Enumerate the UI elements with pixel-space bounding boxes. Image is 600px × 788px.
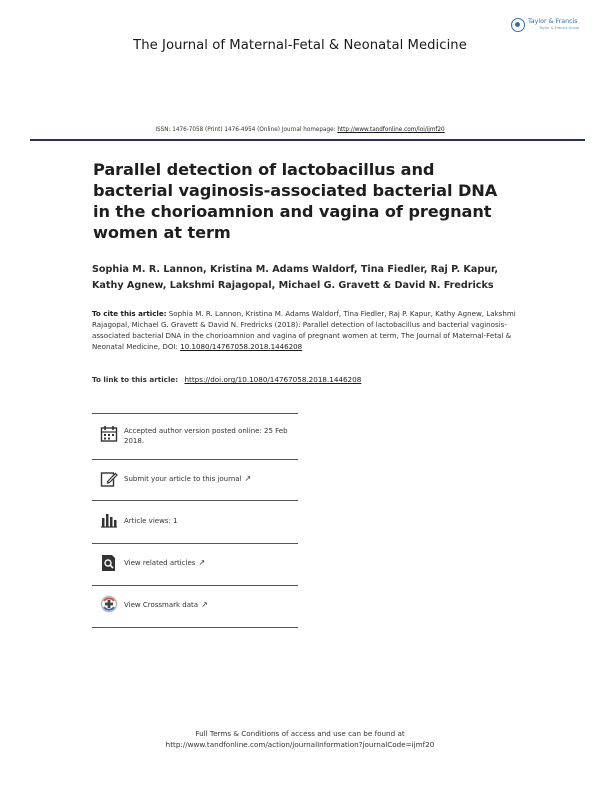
submit-article-label: Submit your article to this journal [124, 475, 242, 483]
accepted-date-text: Accepted author version posted online: 25 Feb 2018. [124, 427, 288, 445]
submit-article-link[interactable] [124, 474, 294, 484]
bar-chart-icon [100, 511, 118, 529]
external-link-icon: ↗ [201, 600, 208, 609]
related-articles-icon [100, 554, 118, 572]
info-item-related[interactable] [92, 544, 298, 586]
info-item-accepted [92, 413, 298, 460]
related-articles-link[interactable] [124, 558, 294, 568]
citation-doi-link[interactable]: 10.1080/14767058.2018.1446208 [180, 342, 303, 351]
publisher-logo [511, 17, 583, 37]
external-link-icon: ↗ [198, 558, 206, 567]
crossmark-link[interactable] [124, 600, 294, 610]
publisher-group: Taylor & Francis Group [539, 26, 580, 30]
submit-edit-icon [100, 470, 118, 488]
related-articles-label: View related articles [124, 559, 196, 567]
external-link-icon: ↗ [244, 474, 252, 483]
publisher-logo-icon [511, 18, 525, 32]
citation-block [92, 308, 522, 352]
link-label: To link to this article: [92, 375, 179, 384]
journal-title: The Journal of Maternal-Fetal & Neonatal Medicine [133, 38, 467, 53]
journal-homepage-link[interactable]: http://www.tandfonline.com/loi/ijmf20 [337, 127, 445, 133]
article-views-text: Article views: 1 [124, 517, 178, 525]
issn-text: ISSN: 1476-7058 (Print) 1476-4954 (Online) Journal homepage: [155, 127, 336, 133]
citation-text: Sophia M. R. Lannon, Kristina M. Adams Waldorf, Tina Fiedler, Raj P. Kapur, Kathy Agnew, Lakshmi Rajagopal, Michael G. Gravett & David N. Fredricks (2018): Parallel detection of lactobacillus and bacterial vaginosis-associated bacterial DNA in the chorioamnion and vagina of pregnant women at term, The Journal of Maternal-Fetal & Neonatal Medicine, DOI: [92, 309, 516, 351]
footer [0, 728, 600, 750]
info-item-views [92, 501, 298, 544]
citation-label: To cite this article: [92, 309, 167, 318]
article-link-line [92, 375, 522, 384]
info-item-crossmark[interactable] [92, 586, 298, 628]
article-title: Parallel detection of lactobacillus and bacterial vaginosis-associated bacterial DNA in the chorioamnion and vagina of pregnant women at term [93, 160, 498, 242]
article-doi-link[interactable]: https://doi.org/10.1080/14767058.2018.1446208 [184, 375, 362, 384]
article-info-list [92, 413, 298, 628]
footer-terms-link[interactable]: http://www.tandfonline.com/action/journalInformation?journalCode=ijmf20 [165, 740, 435, 749]
header-divider [30, 139, 585, 141]
crossmark-label: View Crossmark data [124, 601, 199, 609]
calendar-icon [100, 425, 118, 443]
issn-line [0, 127, 600, 133]
footer-terms-text: Full Terms & Conditions of access and use can be found at [195, 729, 405, 738]
crossmark-icon [100, 595, 118, 613]
article-authors: Sophia M. R. Lannon, Kristina M. Adams Waldorf, Tina Fiedler, Raj P. Kapur, Kathy Agnew, Lakshmi Rajagopal, Michael G. Gravett & David N. Fredricks [92, 264, 498, 291]
info-item-submit[interactable] [92, 460, 298, 501]
publisher-name: Taylor & Francis [528, 18, 578, 25]
